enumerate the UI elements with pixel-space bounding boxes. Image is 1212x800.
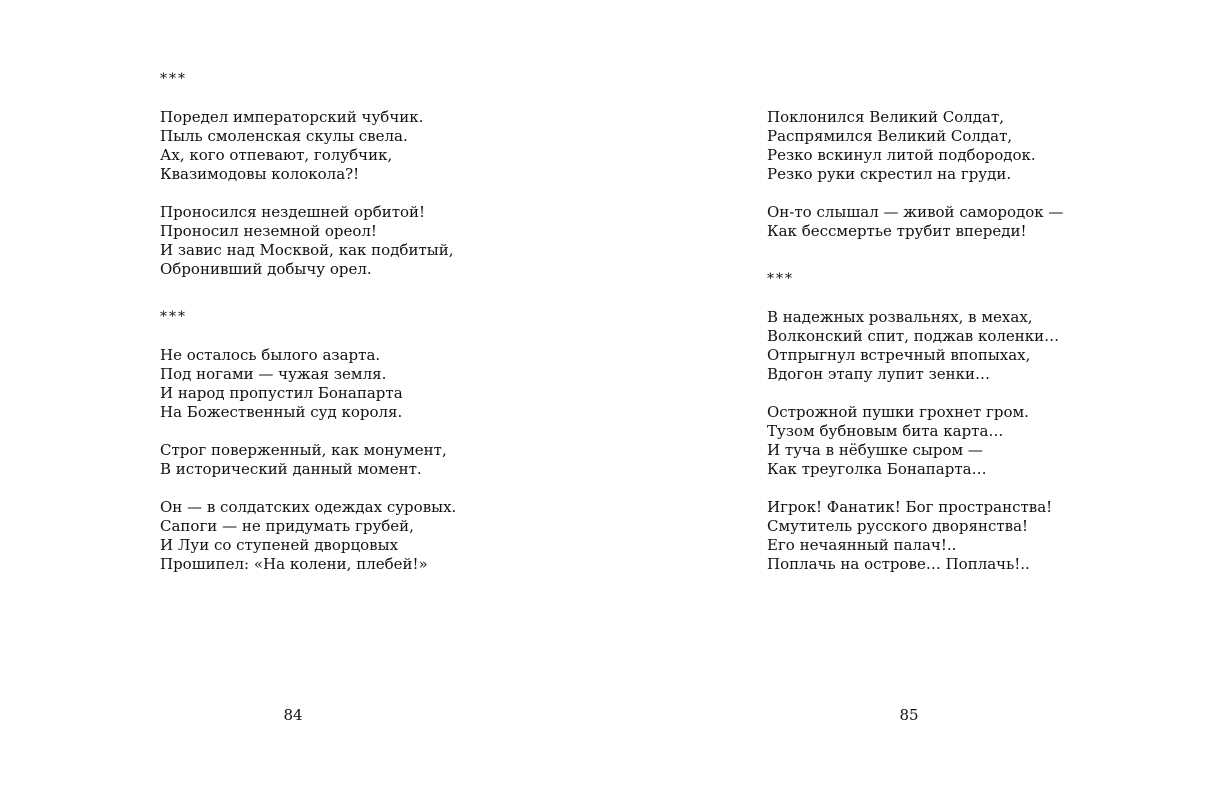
poem-line: Смутитель русского дворянства! <box>767 517 1029 535</box>
stanza <box>767 203 1063 241</box>
poem-line: Как бессмертье трубит впереди! <box>767 222 1027 240</box>
poem-separator: *** <box>767 271 794 287</box>
poem-line: Отпрыгнул встречный впопыхах, <box>767 346 1031 364</box>
poem-line: Строг поверженный, как монумент, <box>160 441 447 459</box>
poem-separator: *** <box>160 309 187 325</box>
poem-separator: *** <box>160 71 187 87</box>
right-page-text <box>767 108 1063 574</box>
stanza <box>767 308 1063 384</box>
poem-line: Игрок! Фанатик! Бог пространства! <box>767 498 1053 516</box>
poem-line: Распрямился Великий Солдат, <box>767 127 1013 145</box>
stanza <box>160 441 456 479</box>
poem-line: Прошипел: «На колени, плебей!» <box>160 555 428 573</box>
poem-line: Резко руки скрестил на груди. <box>767 165 1012 183</box>
poem-line: Острожной пушки грохнет гром. <box>767 403 1029 421</box>
right-page <box>606 0 1212 800</box>
poem-line: Под ногами — чужая земля. <box>160 365 387 383</box>
stanza <box>160 203 456 279</box>
stanza <box>767 108 1063 184</box>
stanza <box>160 346 456 422</box>
poem-line: Ах, кого отпевают, голубчик, <box>160 146 393 164</box>
poem-line: Поредел императорский чубчик. <box>160 108 424 126</box>
stanza <box>160 108 456 184</box>
poem-line: И Луи со ступеней дворцовых <box>160 536 399 554</box>
poem-line: Его нечаянный палач!.. <box>767 536 957 554</box>
poem-line: Не осталось былого азарта. <box>160 346 381 364</box>
left-page-text <box>160 70 456 574</box>
poem-line: В исторический данный момент. <box>160 460 422 478</box>
poem-line: Поклонился Великий Солдат, <box>767 108 1005 126</box>
stanza <box>767 403 1063 479</box>
poem-line: Волконский спит, поджав коленки… <box>767 327 1060 345</box>
poem-line: Проносился нездешней орбитой! <box>160 203 426 221</box>
poem-line: Поплачь на острове… Поплачь!.. <box>767 555 1030 573</box>
stanza <box>160 498 456 574</box>
poem-line: Обронивший добычу орел. <box>160 260 372 278</box>
poem-line: Вдогон этапу лупит зенки… <box>767 365 991 383</box>
poem-line: Сапоги — не придумать грубей, <box>160 517 414 535</box>
poem-line: Он-то слышал — живой самородок — <box>767 203 1064 221</box>
poem-line: На Божественный суд короля. <box>160 403 403 421</box>
page-number: 85 <box>899 706 919 724</box>
poem-line: И завис над Москвой, как подбитый, <box>160 241 454 259</box>
poem-line: И туча в нёбушке сыром — <box>767 441 983 459</box>
poem-line: Пыль смоленская скулы свела. <box>160 127 408 145</box>
stanza <box>767 498 1063 574</box>
page-number: 84 <box>283 706 303 724</box>
poem-line: Как треуголка Бонапарта… <box>767 460 987 478</box>
poem-line: В надежных розвальнях, в мехах, <box>767 308 1033 326</box>
poem-line: Тузом бубновым бита карта… <box>767 422 1004 440</box>
poem-line: Квазимодовы колокола?! <box>160 165 360 183</box>
poem-line: И народ пропустил Бонапарта <box>160 384 403 402</box>
poem-line: Резко вскинул литой подбородок. <box>767 146 1036 164</box>
poem-line: Он — в солдатских одеждах суровых. <box>160 498 457 516</box>
poem-line: Проносил неземной ореол! <box>160 222 377 240</box>
